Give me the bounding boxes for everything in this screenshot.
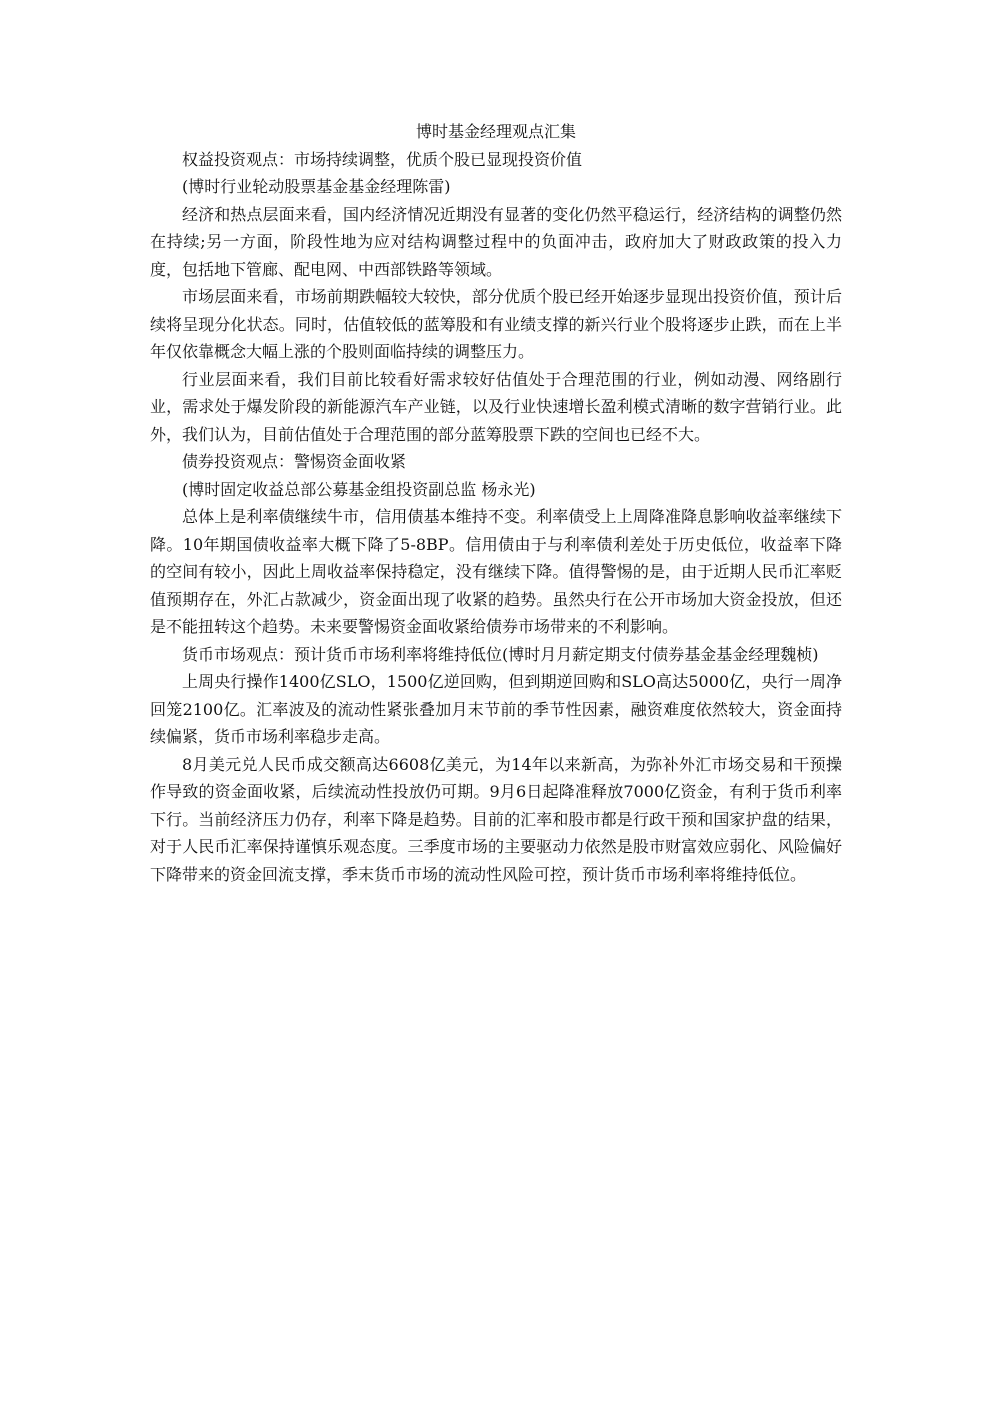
document-title: 博时基金经理观点汇集 [415,122,576,141]
paragraph: 行业层面来看，我们目前比较看好需求较好估值处于合理范围的行业，例如动漫、网络剧行业，需求处于爆发阶段的新能源汽车产业链，以及行业快速增长盈利模式清晰的数字营销行业。此外，我们认为，目前估值处于合理范围的部分蓝筹股票下跌的空间也已经不大。 [150,369,842,444]
document-body [150,118,842,888]
paragraph: 市场层面来看，市场前期跌幅较大较快，部分优质个股已经开始逐步显现出投资价值，预计后续将呈现分化状态。同时，估值较低的蓝筹股和有业绩支撑的新兴行业个股将逐步止跌，而在上半年仅依靠概念大幅上涨的个股则面临持续的调整压力。 [150,287,842,361]
paragraph: 经济和热点层面来看，国内经济情况近期没有显著的变化仍然平稳运行，经济结构的调整仍然在持续;另一方面，阶段性地为应对结构调整过程中的负面冲击，政府加大了财政政策的投入力度，包括地下管廊、配电网、中西部铁路等领域。 [150,204,842,279]
money-market-heading: 货币市场观点：预计货币市场利率将维持低位(博时月月薪定期支付债券基金基金经理魏桢) [182,644,819,664]
paragraph: 8月美元兑人民币成交额高达6608亿美元，为14年以来新高，为弥补外汇市场交易和干预操作导致的资金面收紧，后续流动性投放仍可期。9月6日起降准释放7000亿资金，有利于货币利率下行。当前经济压力仍存，利率下降是趋势。目前的汇率和股市都是行政干预和国家护盘的结果，对于人民币汇率保持谨慎乐观态度。三季度市场的主要驱动力依然是股市财富效应弱化、风险偏好下降带来的资金回流支撑，季末货币市场的流动性风险可控，预计货币市场利率将维持低位。 [150,754,842,884]
paragraph: 上周央行操作1400亿SLO，1500亿逆回购，但到期逆回购和SLO高达5000亿，央行一周净回笼2100亿。汇率波及的流动性紧张叠加月末节前的季节性因素，融资难度依然较大，资金面持续偏紧，货币市场利率稳步走高。 [150,672,842,746]
bond-heading: 债券投资观点：警惕资金面收紧 [182,452,407,471]
paragraph: 总体上是利率债继续牛市，信用债基本维持不变。利率债受上上周降准降息影响收益率继续下降。10年期国债收益率大概下降了5-8BP。信用债由于与利率债利差处于历史低位，收益率下降的空间有较小，因此上周收益率保持稳定，没有继续下降。值得警惕的是，由于近期人民币汇率贬值预期存在，外汇占款减少，资金面出现了收紧的趋势。虽然央行在公开市场加大资金投放，但还是不能扭转这个趋势。未来要警惕资金面收紧给债券市场带来的不利影响。 [150,507,842,636]
equity-author: (博时行业轮动股票基金基金经理陈雷) [182,177,451,196]
bond-author: (博时固定收益总部公募基金组投资副总监 杨永光) [182,479,536,499]
equity-heading: 权益投资观点：市场持续调整，优质个股已显现投资价值 [182,149,583,169]
